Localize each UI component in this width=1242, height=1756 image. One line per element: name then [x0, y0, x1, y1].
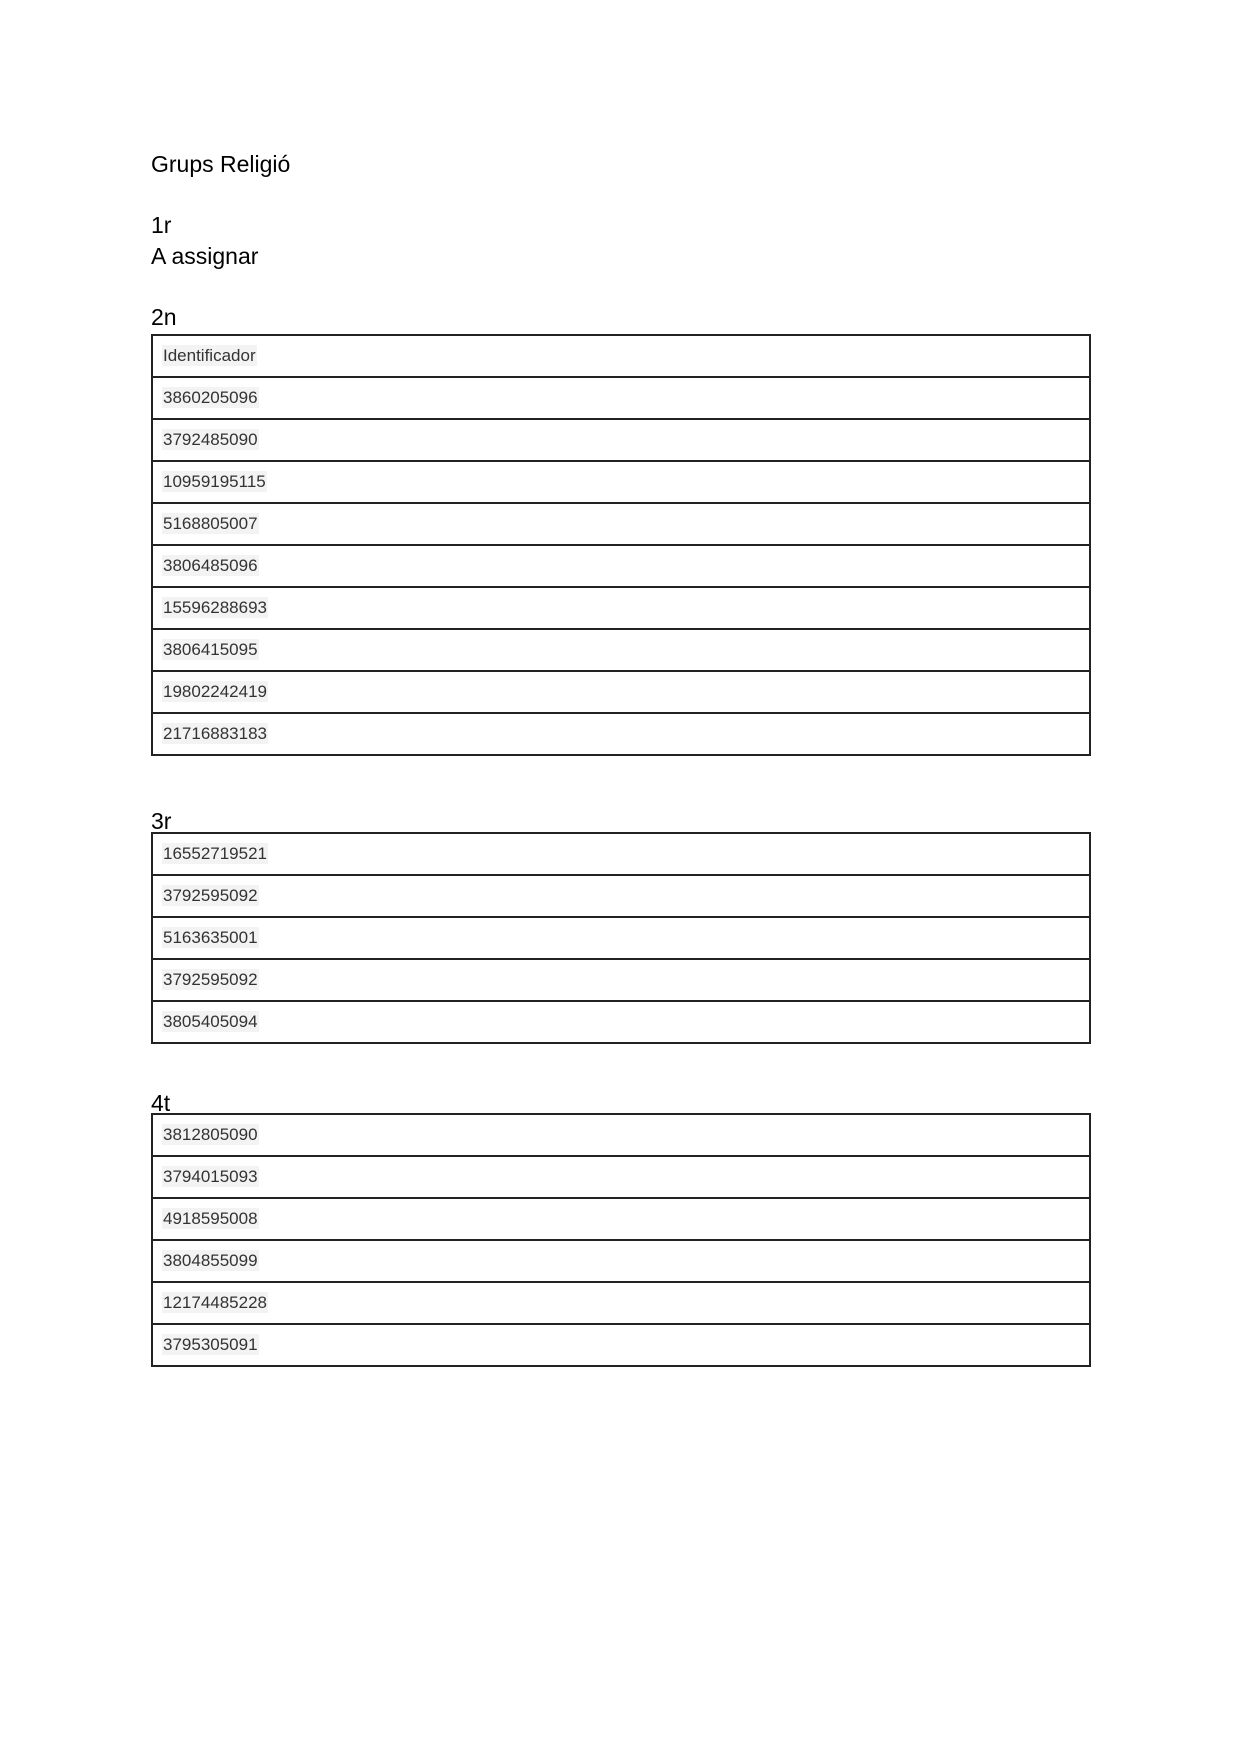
table-row	[152, 1282, 1090, 1324]
table-row	[152, 1324, 1090, 1366]
cell-text: 3794015093	[163, 1167, 258, 1186]
table-cell	[152, 377, 1090, 419]
table-row	[152, 503, 1090, 545]
table-row	[152, 1001, 1090, 1043]
table-row	[152, 461, 1090, 503]
table-cell	[152, 335, 1090, 377]
table-row	[152, 1198, 1090, 1240]
cell-text: 3804855099	[163, 1251, 258, 1270]
table-row	[152, 1114, 1090, 1156]
table-cell	[152, 545, 1090, 587]
table-row	[152, 713, 1090, 755]
cell-text: 3860205096	[163, 388, 258, 407]
table-row	[152, 419, 1090, 461]
cell-text: 3792595092	[163, 886, 258, 905]
cell-text: 3795305091	[163, 1335, 258, 1354]
section-heading-4t: 4t	[151, 1090, 171, 1116]
table-cell	[152, 917, 1090, 959]
table-row	[152, 1156, 1090, 1198]
table-row	[152, 587, 1090, 629]
table-cell	[152, 875, 1090, 917]
table-cell	[152, 629, 1090, 671]
table-cell	[152, 959, 1090, 1001]
cell-text: 3812805090	[163, 1125, 258, 1144]
table-cell	[152, 1198, 1090, 1240]
table-3r	[151, 832, 1091, 1044]
table-cell	[152, 587, 1090, 629]
cell-text: 15596288693	[163, 598, 268, 617]
table-cell	[152, 1240, 1090, 1282]
cell-text: Identificador	[163, 346, 256, 365]
document-title: Grups Religió	[151, 151, 291, 177]
cell-text: 21716883183	[163, 724, 268, 743]
table-row	[152, 917, 1090, 959]
table-cell	[152, 1156, 1090, 1198]
cell-text: 12174485228	[163, 1293, 268, 1312]
table-row	[152, 545, 1090, 587]
cell-text: 10959195115	[163, 472, 266, 491]
section-heading-3r: 3r	[151, 808, 172, 834]
table-cell	[152, 1001, 1090, 1043]
cell-text: 5163635001	[163, 928, 258, 947]
cell-text: 5168805007	[163, 514, 258, 533]
table-cell	[152, 833, 1090, 875]
table-cell	[152, 1282, 1090, 1324]
table-cell	[152, 461, 1090, 503]
cell-text: 3792595092	[163, 970, 258, 989]
cell-text: 19802242419	[163, 682, 268, 701]
table-cell	[152, 419, 1090, 461]
table-cell	[152, 503, 1090, 545]
cell-text: 3805405094	[163, 1012, 258, 1031]
table-row	[152, 875, 1090, 917]
section-note-1r: A assignar	[151, 243, 259, 269]
table-cell	[152, 713, 1090, 755]
table-row	[152, 1240, 1090, 1282]
table-row	[152, 629, 1090, 671]
cell-text: 3792485090	[163, 430, 258, 449]
section-heading-1r: 1r	[151, 212, 172, 238]
table-cell	[152, 1324, 1090, 1366]
section-heading-2n: 2n	[151, 304, 177, 330]
table-2n	[151, 334, 1091, 756]
table-row	[152, 959, 1090, 1001]
table-row	[152, 671, 1090, 713]
table-cell	[152, 1114, 1090, 1156]
table-row	[152, 377, 1090, 419]
cell-text: 3806485096	[163, 556, 258, 575]
cell-text: 3806415095	[163, 640, 258, 659]
table-row	[152, 833, 1090, 875]
cell-text: 16552719521	[163, 844, 268, 863]
table-4t	[151, 1113, 1091, 1367]
table-cell	[152, 671, 1090, 713]
table-row	[152, 335, 1090, 377]
cell-text: 4918595008	[163, 1209, 258, 1228]
